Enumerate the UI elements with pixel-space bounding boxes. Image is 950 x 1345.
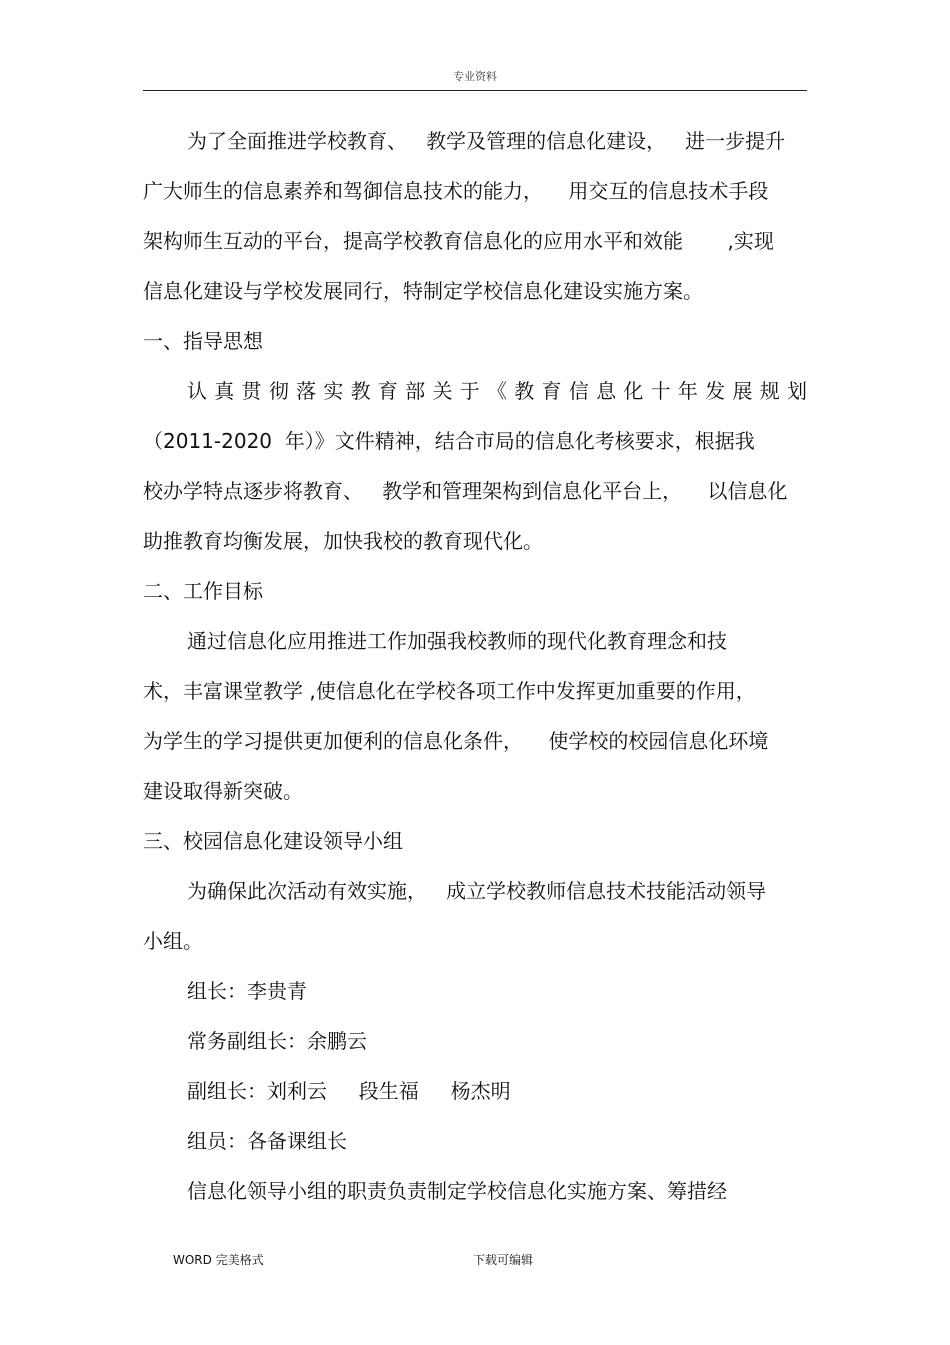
paragraph-line: 为确保此次活动有效实施， 成立学校教师信息技术技能活动领导 [187,879,767,903]
footer-right-text: 下载可编辑 [473,1253,534,1267]
member-line: 副组长：刘利云 段生福 杨杰明 [187,1079,511,1103]
paragraph-line: 通过信息化应用推进工作加强我校教师的现代化教育理念和技 [187,629,727,653]
document-body [143,116,807,1216]
paragraph-line: 信息化建设与学校发展同行，特制定学校信息化建设实施方案。 [143,279,703,303]
paragraph-line: 助推教育均衡发展，加快我校的教育现代化。 [143,529,543,553]
paragraph-line: 建设取得新突破。 [143,779,303,803]
paragraph-line: 为了全面推进学校教育、 教学及管理的信息化建设， 进一步提升 [187,129,786,153]
paragraph-line: 广大师生的信息素养和驾御信息技术的能力， 用交互的信息技术手段 [143,179,769,203]
paragraph-line: 小组。 [143,929,203,953]
header-title: 专业资料 [453,70,497,83]
paragraph-line: 为学生的学习提供更加便利的信息化条件， 使学校的校园信息化环境 [143,729,769,753]
paragraph-line: 术，丰富课堂教学 ,使信息化在学校各项工作中发挥更加重要的作用， [143,679,756,703]
footer-left-text: WORD 完美格式 [173,1253,264,1267]
paragraph-line: 信息化领导小组的职责负责制定学校信息化实施方案、筹措经 [187,1179,727,1203]
member-line: 组长：李贵青 [187,979,307,1003]
section-heading: 三、校园信息化建设领导小组 [143,829,403,853]
member-line: 组员：各备课组长 [187,1129,347,1153]
section-heading: 一、指导思想 [143,329,263,353]
section-heading: 二、工作目标 [143,579,263,603]
paragraph-line: 认真贯彻落实教育部关于《教育信息化十年发展规划 [187,379,807,403]
page-header [143,60,807,91]
paragraph-line: （2011-2020 年）》文件精神，结合市局的信息化考核要求，根据我 [143,429,755,453]
paragraph-line: 校办学特点逐步将教育、 教学和管理架构到信息化平台上， 以信息化 [143,479,788,503]
member-line: 常务副组长：余鹏云 [187,1029,367,1053]
paragraph-line: 架构师生互动的平台，提高学校教育信息化的应用水平和效能 ,实现 [143,229,774,253]
